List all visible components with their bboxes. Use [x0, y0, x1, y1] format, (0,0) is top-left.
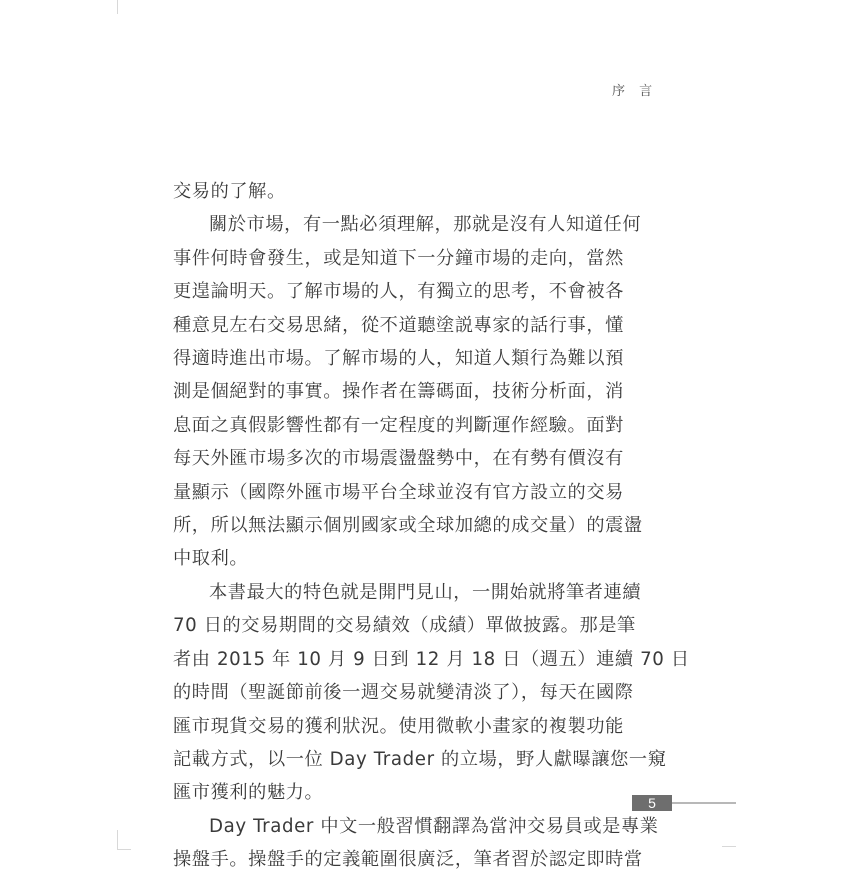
text-line: 70 日的交易期間的交易績效（成績）單做披露。那是筆: [173, 615, 636, 637]
text-line: Day Trader 中文一般習慣翻譯為當沖交易員或是專業: [209, 815, 659, 837]
text-line: 記載方式，以一位 Day Trader 的立場，野人獻曝讓您一窺: [173, 748, 667, 770]
page-number: 5: [632, 795, 672, 811]
crop-mark-top-left: [117, 0, 118, 14]
text-line: 量顯示（國際外匯市場平台全球並沒有官方設立的交易: [173, 481, 624, 503]
text-line: 事件何時會發生，或是知道下一分鐘市場的走向，當然: [173, 247, 624, 269]
text-line: 息面之真假影響性都有一定程度的判斷運作經驗。面對: [173, 414, 624, 436]
text-line: 得適時進出市場。了解市場的人，知道人類行為難以預: [173, 348, 624, 370]
crop-mark-bottom-left: [117, 830, 118, 850]
text-line: 中取利。: [173, 548, 249, 570]
text-line: 操盤手。操盤手的定義範圍很廣泛，筆者習於認定即時當: [173, 849, 643, 871]
text-line: 更遑論明天。了解市場的人，有獨立的思考，不會被各: [173, 281, 624, 303]
text-line: 的時間（聖誕節前後一週交易就變清淡了），每天在國際: [173, 682, 634, 704]
text-line: 者由 2015 年 10 月 9 日到 12 月 18 日（週五）連續 70 日: [173, 648, 690, 670]
text-line: 每天外匯市場多次的市場震盪盤勢中，在有勢有價沒有: [173, 448, 624, 470]
running-head: 序 言: [612, 84, 658, 99]
text-line: 測是個絕對的事實。操作者在籌碼面，技術分析面，消: [173, 381, 624, 403]
text-line: 匯市現貨交易的獲利狀況。使用微軟小畫家的複製功能: [173, 715, 624, 737]
text-line: 種意見左右交易思緒，從不道聽塗説專家的話行事，懂: [173, 314, 624, 336]
page-folio: [632, 795, 736, 811]
text-line: 本書最大的特色就是開門見山，一開始就將筆者連續: [209, 581, 642, 603]
folio-rule: [672, 802, 736, 804]
text-line: 關於市場，有一點必須理解，那就是沒有人知道任何: [209, 214, 642, 236]
body-text: [173, 175, 690, 877]
text-line: 所，所以無法顯示個別國家或全球加總的成交量）的震盪: [173, 515, 643, 537]
text-line: 交易的了解。: [173, 181, 286, 202]
text-line: 匯市獲利的魅力。: [173, 782, 324, 804]
crop-mark-bottom-right: [722, 846, 736, 847]
